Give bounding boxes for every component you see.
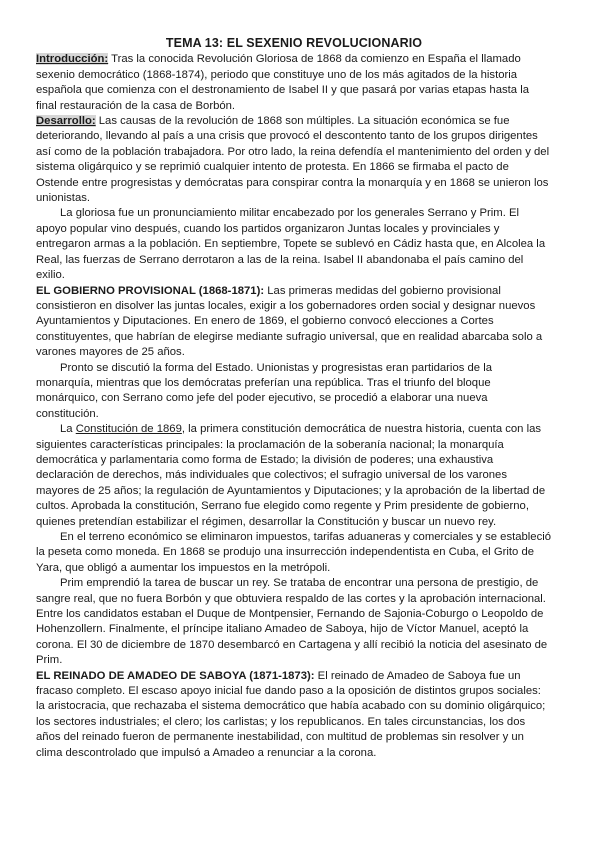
- desarrollo-paragraph-2: La gloriosa fue un pronunciamiento militar encabezado por los generales Serrano y Prim. El apoyo popular vino después, cuando los partidos organizaron Juntas locales y provinciales y entregaron armas a la población. En septiembre, Topete se sublevó en Cádiz hasta que, en Alcolea la Real, las fuerzas de Serrano derrotaron a las de la reina. Isabel II abandonaba el país camino del exilio.: [36, 207, 546, 282]
- amadeo-text: El reinado de Amadeo de Saboya fue un fracaso completo. El escaso apoyo inicial fue dando paso a la oposición de distintos grupos sociales: la aristocracia, que rechazaba el sistema democrático que había acabado con su dominio oligárquico; los sectores industriales; el clero; los carlistas; y los republicanos. En tales circunstancias, los dos años del reinado fueron de permanente inestabilidad, con multitud de problemas sin resolver y un clima descontrolado que impulsó a Amadeo a renunciar a la corona.: [36, 669, 546, 759]
- desarrollo-label: Desarrollo:: [36, 115, 96, 128]
- gobierno-paragraph-2: Pronto se discutió la forma del Estado. Unionistas y progresistas eran partidarios de la monarquía, mientras que los demócratas preferían una república. Tras el triunfo del bloque monárquico, con Serrano como jefe del poder ejecutivo, se procedió a elaborar una nueva constitución.: [36, 361, 493, 420]
- gobierno-heading: EL GOBIERNO PROVISIONAL (1868-1871):: [36, 284, 265, 297]
- intro-text: Tras la conocida Revolución Gloriosa de 1868 da comienzo en España el llamado sexenio democrático (1868-1874), periodo que constituye uno de los más agitados de la historia española que comienza con el destronamiento de Isabel II y que pasará por varias etapas hasta la final restauración de la casa de Borbón.: [36, 53, 529, 112]
- desarrollo-paragraph: [36, 114, 552, 206]
- gobierno-paragraph: [36, 284, 552, 361]
- constitucion-paragraph: [36, 422, 552, 530]
- constitucion-link[interactable]: Constitución de 1869: [75, 423, 182, 436]
- intro-paragraph: [36, 52, 552, 114]
- constitucion-pre: La: [60, 423, 76, 436]
- page-title: TEMA 13: EL SEXENIO REVOLUCIONARIO: [165, 36, 423, 50]
- gobierno-text: Las primeras medidas del gobierno provisional consistieron en disolver las juntas locales, exigir a los gobernadores orden social y designar nuevos Ayuntamientos y Diputaciones. En enero de 1869, el gobierno convocó elecciones a Cortes constituyentes, que habrían de elegirse mediante sufragio universal, que en realidad abarcaba solo a varones mayores de 25 años.: [36, 284, 543, 359]
- intro-label: Introducción:: [36, 53, 109, 66]
- amadeo-paragraph: [36, 669, 552, 761]
- amadeo-heading: EL REINADO DE AMADEO DE SABOYA (1871-1873):: [36, 669, 315, 682]
- constitucion-text: , la primera constitución democrática de nuestra historia, cuenta con las siguientes características principales: la proclamación de la soberanía nacional; la monarquía democrática y parlamentaria como forma de Estado; la división de poderes; una exhaustiva declaración de derechos, más individuales que colectivos; el sufragio universal de los varones mayores de 25 años; la regulación de Ayuntamientos y Diputaciones; y la aprobación de la libertad de cultos. Aprobada la constitución, Serrano fue elegido como regente y Prim presidente de gobierno, quienes pretendían estabilizar el régimen, desarrollar la Constitución y buscar un nuevo rey.: [36, 423, 546, 528]
- desarrollo-text: Las causas de la revolución de 1868 son múltiples. La situación económica se fue deteriorando, llevando al país a una crisis que provocó el descontento tanto de los grupos dirigentes así como de la población trabajadora. Por otro lado, la reina defendía el mantenimiento del orden y del sistema oligárquico y se reprimió cualquier intento de protesta. En 1866 se firmaba el pacto de Ostende entre progresistas y demócratas para conspirar contra la monarquía y en 1868 se unieron los unionistas.: [36, 115, 550, 205]
- prim-paragraph: Prim emprendió la tarea de buscar un rey. Se trataba de encontrar una persona de prestigio, de sangre real, que no fuera Borbón y que obtuviera respaldo de las cortes y la aprobación internacional. Entre los candidatos estaban el Duque de Montpensier, Fernando de Sajonia-Coburgo o Leopoldo de Hohenzollern. Finalmente, el príncipe italiano Amadeo de Saboya, hijo de Víctor Manuel, aceptó la corona. El 30 de diciembre de 1870 desembarcó en Cartagena y allí recibió la noticia del asesinato de Prim.: [36, 577, 548, 667]
- economia-paragraph: En el terreno económico se eliminaron impuestos, tarifas aduaneras y comerciales y se estableció la peseta como moneda. En 1868 se produjo una insurrección independentista en Cuba, el Grito de Yara, que obligó a aumentar los impuestos en la metrópoli.: [36, 531, 552, 574]
